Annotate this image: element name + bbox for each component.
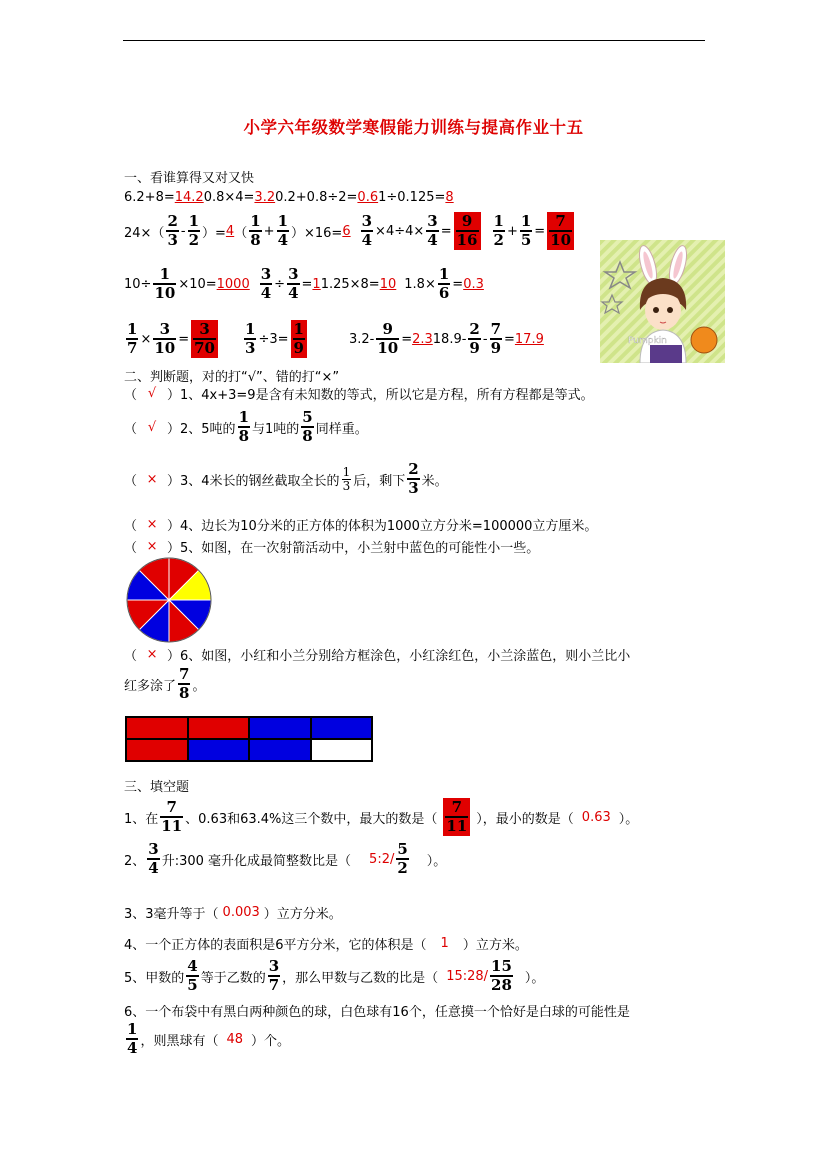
answer: 17.9 xyxy=(514,331,544,347)
fraction: $\frac{5}{2}$ xyxy=(397,840,408,877)
fraction: $\frac{7}{9}$ xyxy=(490,320,501,357)
expr: ÷3= xyxy=(258,331,289,347)
fill-q3 xyxy=(124,903,342,922)
highlighted-answer-fraction: $\frac{9}{16}$ xyxy=(454,212,481,250)
question-text: ）立方分米。 xyxy=(263,907,342,922)
question-text: 5、甲数的 xyxy=(124,970,185,986)
question-text: ）2、5吨的 xyxy=(167,421,236,437)
question-text: 红多涂了 xyxy=(124,678,177,694)
question-text: 。 xyxy=(192,678,206,694)
fill-q2 xyxy=(124,840,446,878)
fraction: $\frac{3}{10}$ xyxy=(154,320,176,357)
answer: 3.2 xyxy=(254,190,276,205)
expr: = xyxy=(301,276,313,292)
expr: = xyxy=(401,331,413,347)
fraction: $\frac{7}{11}$ xyxy=(161,798,183,835)
answer: 6 xyxy=(342,223,351,239)
fraction: $\frac{1}{2}$ xyxy=(493,212,504,249)
judge-q2 xyxy=(124,408,368,446)
fraction: $\frac{1}{4}$ xyxy=(277,212,288,249)
answer: 15:28/ xyxy=(446,968,489,984)
fraction: $\frac{1}{10}$ xyxy=(154,265,176,302)
paren: （ xyxy=(124,649,138,664)
coloring-grid-diagram xyxy=(125,716,373,762)
highlighted-answer-fraction: $\frac{3}{70}$ xyxy=(191,320,218,358)
judge-q6-line2 xyxy=(124,664,205,704)
question-text: ）4、边长为10分米的正方体的体积为1000立方分米=100000立方厘米。 xyxy=(167,519,598,534)
fill-q5 xyxy=(124,955,544,997)
expr: ）= xyxy=(202,225,226,241)
expr: ÷ xyxy=(274,276,286,292)
expr: - xyxy=(482,331,488,347)
expr: 6.2+8= xyxy=(124,190,175,205)
expr: 0.2+0.8÷2= xyxy=(275,190,358,205)
fraction: $\frac{1}{2}$ xyxy=(188,212,200,249)
answer: 0.003 xyxy=(222,905,260,920)
question-text: ）。 xyxy=(618,811,639,827)
answer: 0.63 xyxy=(581,809,611,825)
paren: （ xyxy=(124,388,138,403)
paren: （ xyxy=(124,421,138,437)
expr: = xyxy=(440,223,452,239)
expr: 3.2- xyxy=(348,331,375,347)
fraction: $\frac{3}{4}$ xyxy=(427,212,438,249)
question-text: ）1、4x+3=9是含有未知数的等式，所以它是方程，所有方程都是等式。 xyxy=(167,388,594,403)
question-text: ），最小的数是（ xyxy=(476,811,574,827)
question-text: 与1吨的 xyxy=(252,421,300,437)
grid-cell-white xyxy=(311,739,373,761)
answer: 0.3 xyxy=(463,276,484,292)
answer: 48 xyxy=(226,1031,243,1047)
fraction: $\frac{1}{7}$ xyxy=(127,320,138,357)
fraction: $\frac{1}{8}$ xyxy=(250,212,261,249)
section-2-heading: 二、判断题，对的打“√”、错的打“×” xyxy=(124,370,340,385)
question-text: ）3、4米长的钢丝截取全长的 xyxy=(167,473,340,489)
s1-row-1 xyxy=(124,190,454,205)
fraction: $\frac{3}{4}$ xyxy=(260,265,272,302)
judge-q6 xyxy=(124,645,630,664)
expr: 1.25×8= xyxy=(320,276,380,292)
question-text: 1、在 xyxy=(124,811,159,827)
fraction: $\frac{3}{4}$ xyxy=(148,840,159,877)
target-pie-diagram xyxy=(125,556,213,644)
expr: ×4÷4× xyxy=(375,223,425,239)
section-3-heading: 三、填空题 xyxy=(124,780,190,795)
question-text: 、0.63和63.4%这三个数中，最大的数是（ xyxy=(185,811,438,827)
fraction: $\frac{7}{8}$ xyxy=(179,665,190,702)
fill-q4 xyxy=(124,934,528,953)
fraction: $\frac{1}{5}$ xyxy=(520,212,532,249)
fill-q6-line2 xyxy=(124,1018,290,1060)
judge-q5 xyxy=(124,537,539,556)
fraction: $\frac{1}{6}$ xyxy=(438,265,450,302)
fraction: $\frac{1}{3}$ xyxy=(342,464,351,493)
answer: 5:2/ xyxy=(369,851,395,867)
answer: 4 xyxy=(225,223,235,239)
fraction: $\frac{1}{3}$ xyxy=(245,320,256,357)
question-text: ，那么甲数与乙数的比是（ xyxy=(282,970,439,986)
answer-mark: √ xyxy=(147,386,157,401)
question-text: ）5、如图，在一次射箭活动中，小兰射中蓝色的可能性小一些。 xyxy=(167,541,540,556)
paren: （ xyxy=(124,473,138,489)
question-text: 同样重。 xyxy=(315,421,368,437)
s1-row-4 xyxy=(124,317,544,361)
expr: × xyxy=(140,331,152,347)
question-text: ）立方米。 xyxy=(462,938,528,953)
expr: 1.8× xyxy=(404,276,436,292)
fraction: $\frac{3}{7}$ xyxy=(268,957,280,994)
fraction: $\frac{2}{3}$ xyxy=(408,460,419,497)
grid-cell-red xyxy=(126,739,188,761)
grid-cell-blue xyxy=(311,717,373,739)
fraction: $\frac{3}{4}$ xyxy=(288,265,299,302)
expr: 18.9- xyxy=(432,331,467,347)
expr: ）×16= xyxy=(291,225,343,241)
expr: = xyxy=(452,276,464,292)
answer: 1 xyxy=(440,936,449,951)
question-text: 3、3毫升等于（ xyxy=(124,907,219,922)
grid-cell-red xyxy=(188,717,250,739)
fraction: $\frac{2}{3}$ xyxy=(167,212,178,249)
fraction: $\frac{1}{4}$ xyxy=(127,1020,138,1057)
grid-cell-blue xyxy=(188,739,250,761)
question-text: 等于乙数的 xyxy=(200,970,266,986)
question-text: 后，剩下 xyxy=(353,473,406,489)
expr: = xyxy=(534,223,546,239)
question-text: 2、 xyxy=(124,853,146,869)
fraction: $\frac{5}{8}$ xyxy=(302,408,313,445)
paren: （ xyxy=(124,541,138,556)
expr: 1÷0.125= xyxy=(378,190,446,205)
expr: （ xyxy=(234,225,248,241)
highlighted-answer-fraction: $\frac{1}{9}$ xyxy=(291,320,307,358)
fill-q1 xyxy=(124,795,638,839)
question-text: 4、一个正方体的表面积是6平方分米，它的体积是（ xyxy=(124,938,427,953)
grid-cell-red xyxy=(126,717,188,739)
answer-mark: × xyxy=(146,539,158,554)
answer-mark: × xyxy=(146,647,158,662)
answer: 0.6 xyxy=(357,190,379,205)
section-1-heading: 一、看谁算得又对又快 xyxy=(124,171,255,186)
expr: = xyxy=(178,331,190,347)
s1-row-2 xyxy=(124,210,576,252)
expr: = xyxy=(504,331,515,347)
expr: + xyxy=(506,223,518,239)
question-text: ，则黑球有（ xyxy=(140,1033,219,1049)
judge-q1 xyxy=(124,384,594,403)
expr: 24×（ xyxy=(124,225,165,241)
question-text: ）个。 xyxy=(251,1033,291,1049)
expr: + xyxy=(263,223,275,239)
answer-mark: × xyxy=(146,471,158,487)
fraction: $\frac{1}{8}$ xyxy=(238,408,249,445)
answer: 10 xyxy=(379,276,397,292)
expr: 10÷ xyxy=(124,276,152,292)
header-rule xyxy=(123,40,705,41)
answer: 8 xyxy=(445,190,454,205)
answer: 1 xyxy=(312,276,321,292)
answer: 14.2 xyxy=(174,190,204,205)
expr: - xyxy=(180,223,186,239)
judge-q4 xyxy=(124,515,597,534)
expr: ×10= xyxy=(178,276,217,292)
fraction: $\frac{4}{5}$ xyxy=(187,957,198,994)
answer-mark: × xyxy=(146,517,158,532)
question-text: 米。 xyxy=(421,473,448,489)
cartoon-girl-picture xyxy=(600,240,725,363)
answer: 2.3 xyxy=(412,331,433,347)
question-text: ）。 xyxy=(426,853,447,869)
svg-text:Pumpkin: Pumpkin xyxy=(628,336,667,346)
expr: 0.8×4= xyxy=(203,190,255,205)
question-text: ）。 xyxy=(524,970,545,986)
judge-q3 xyxy=(124,460,448,498)
fraction: $\frac{15}{28}$ xyxy=(491,957,512,994)
page-title: 小学六年级数学寒假能力训练与提高作业十五 xyxy=(243,118,584,137)
fraction: $\frac{3}{4}$ xyxy=(361,212,373,249)
s1-row-3 xyxy=(124,263,484,305)
grid-cell-blue xyxy=(249,717,311,739)
question-text: 升:300 毫升化成最简整数比是（ xyxy=(161,853,352,869)
highlighted-answer-fraction: $\frac{7}{10}$ xyxy=(547,212,574,250)
fraction: $\frac{9}{10}$ xyxy=(377,320,399,357)
grid-cell-blue xyxy=(249,739,311,761)
answer-mark: √ xyxy=(147,419,157,435)
fraction: $\frac{2}{9}$ xyxy=(469,320,480,357)
highlighted-answer-fraction: $\frac{7}{11}$ xyxy=(443,798,470,836)
question-text: 6、一个布袋中有黑白两种颜色的球，白色球有16个，任意摸一个恰好是白球的可能性是 xyxy=(124,1005,630,1020)
question-text: ）6、如图，小红和小兰分别给方框涂色，小红涂红色，小兰涂蓝色，则小兰比小 xyxy=(167,649,631,664)
answer: 1000 xyxy=(216,276,250,292)
paren: （ xyxy=(124,519,138,534)
